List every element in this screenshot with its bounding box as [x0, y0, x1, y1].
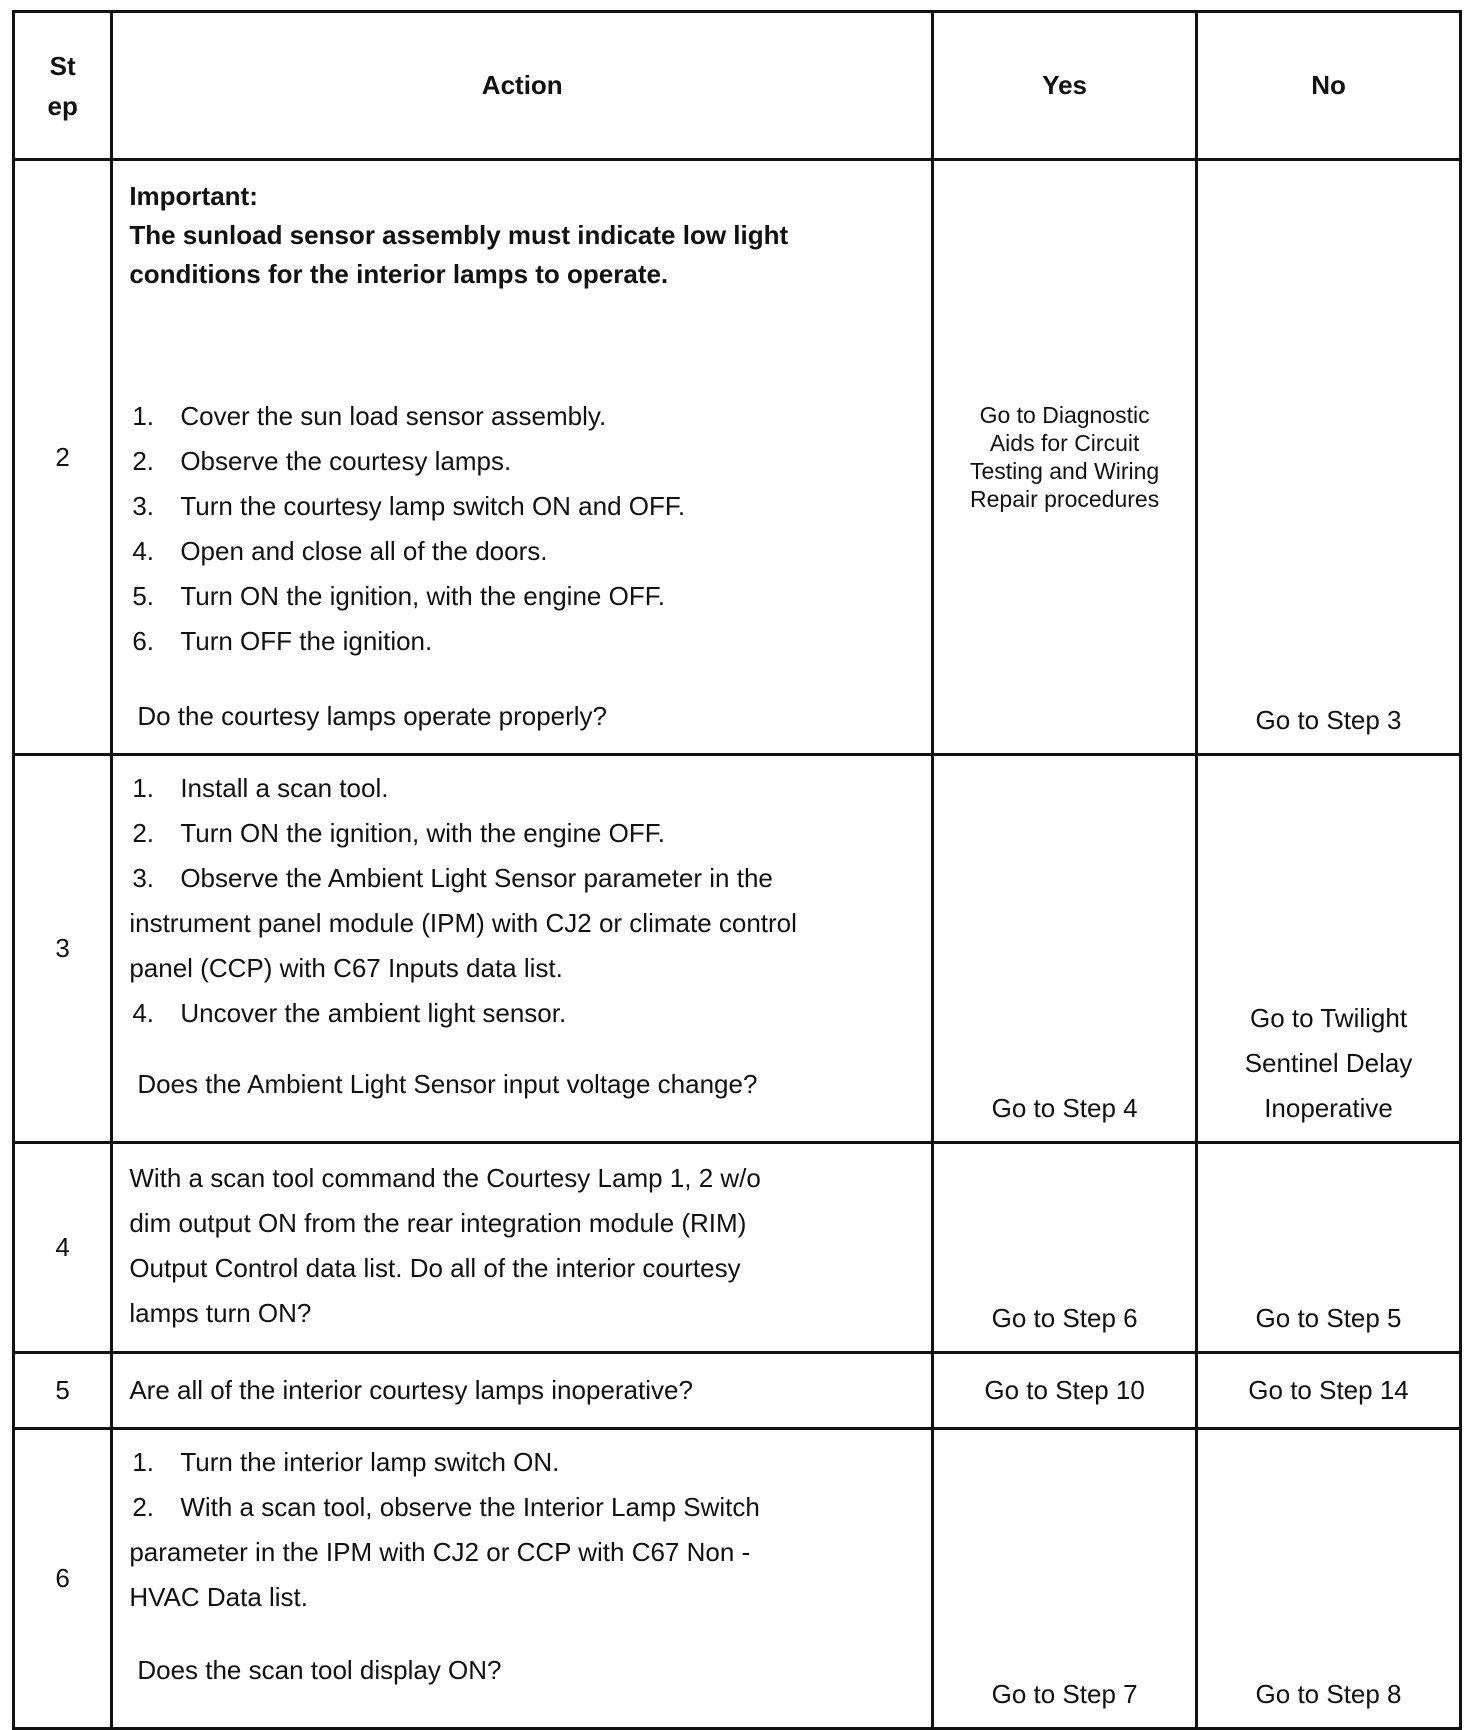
- action-line: With a scan tool command the Courtesy Lamp 1, 2 w/o: [129, 1163, 761, 1193]
- action-text: Are all of the interior courtesy lamps inoperative?: [112, 1353, 933, 1429]
- no-cell: [1197, 755, 1461, 1143]
- list-item: [129, 811, 915, 856]
- important-label: Important:: [129, 181, 258, 211]
- yes-line: Go to Diagnostic: [979, 402, 1150, 428]
- yes-result: Go to Step 6: [991, 1303, 1138, 1333]
- no-cell: [1197, 1353, 1461, 1429]
- header-row: [14, 12, 1461, 160]
- item-text: Turn the interior lamp switch ON.: [180, 1447, 560, 1477]
- table-row-step-4: [14, 1143, 1461, 1353]
- action-line: lamps turn ON?: [129, 1298, 312, 1328]
- question: Does the Ambient Light Sensor input voltage change?: [137, 1069, 758, 1099]
- yes-result: Go to Step 10: [984, 1375, 1145, 1405]
- list-item: [129, 1440, 915, 1485]
- yes-line: Repair procedures: [970, 486, 1160, 512]
- item-number: 1.: [132, 401, 155, 431]
- action-header: Action: [112, 12, 933, 160]
- step-number: 2: [14, 160, 112, 755]
- list-item: [129, 856, 915, 901]
- no-cell: [1197, 160, 1461, 755]
- list-item: [129, 619, 915, 664]
- item-number: 2.: [132, 446, 155, 476]
- table-row-step-6: [14, 1429, 1461, 1729]
- important-line: The sunload sensor assembly must indicate low light: [129, 220, 789, 250]
- item-text: Turn OFF the ignition.: [180, 626, 433, 656]
- item-number: 1.: [132, 773, 155, 803]
- action-cell: [112, 160, 933, 755]
- no-result: Go to Step 5: [1255, 1303, 1402, 1333]
- table-row-step-3: [14, 755, 1461, 1143]
- question: Does the scan tool display ON?: [137, 1655, 502, 1685]
- list-item: [129, 484, 915, 529]
- action-cell: [112, 1143, 933, 1353]
- item-number: 3.: [132, 863, 155, 893]
- item-number: 2.: [132, 818, 155, 848]
- item-text: Uncover the ambient light sensor.: [180, 998, 567, 1028]
- item-text: Observe the courtesy lamps.: [180, 446, 512, 476]
- step-number: 3: [14, 755, 112, 1143]
- step-number: 4: [14, 1143, 112, 1353]
- item-text-continued: parameter in the IPM with CJ2 or CCP with C67 Non -: [129, 1537, 751, 1567]
- diagnostic-table: [12, 10, 1462, 1730]
- step-header: [14, 12, 112, 160]
- item-text-continued: HVAC Data list.: [129, 1582, 309, 1612]
- yes-line: Aids for Circuit: [989, 430, 1140, 456]
- list-item: [129, 574, 915, 619]
- table-row-step-5: [14, 1353, 1461, 1429]
- item-number: 1.: [132, 1447, 155, 1477]
- no-cell: [1197, 1429, 1461, 1729]
- no-result: Go to Step 8: [1255, 1679, 1402, 1709]
- no-line: Inoperative: [1264, 1093, 1393, 1123]
- step-header-line1: St: [49, 50, 76, 81]
- no-result: Go to Step 14: [1248, 1375, 1409, 1405]
- item-text: With a scan tool, observe the Interior Lamp Switch: [180, 1492, 760, 1522]
- important-note: [129, 177, 915, 294]
- question: Do the courtesy lamps operate properly?: [137, 701, 608, 731]
- step-header-line2: ep: [47, 90, 78, 121]
- item-number: 6.: [132, 626, 155, 656]
- item-number: 4.: [132, 536, 155, 566]
- item-text-continued: instrument panel module (IPM) with CJ2 or climate control: [129, 908, 797, 938]
- important-line: conditions for the interior lamps to operate.: [129, 259, 669, 289]
- list-item: [129, 394, 915, 439]
- yes-header: Yes: [933, 12, 1197, 160]
- item-text: Turn ON the ignition, with the engine OFF.: [180, 581, 665, 611]
- item-text-continued: panel (CCP) with C67 Inputs data list.: [129, 953, 563, 983]
- yes-cell: [933, 160, 1197, 755]
- step-number: 5: [14, 1353, 112, 1429]
- list-item: [129, 1485, 915, 1530]
- no-cell: [1197, 1143, 1461, 1353]
- item-number: 4.: [132, 998, 155, 1028]
- action-cell: [112, 755, 933, 1143]
- item-text: Turn the courtesy lamp switch ON and OFF.: [180, 491, 686, 521]
- no-header: No: [1197, 12, 1461, 160]
- table-row-step-2: [14, 160, 1461, 755]
- step-number: 6: [14, 1429, 112, 1729]
- step-list: [129, 394, 915, 664]
- item-text: Open and close all of the doors.: [180, 536, 548, 566]
- item-text: Cover the sun load sensor assembly.: [180, 401, 607, 431]
- item-number: 5.: [132, 581, 155, 611]
- action-line: Output Control data list. Do all of the interior courtesy: [129, 1253, 741, 1283]
- yes-cell: [933, 1143, 1197, 1353]
- yes-cell: [933, 755, 1197, 1143]
- list-item: [129, 766, 915, 811]
- no-line: Sentinel Delay: [1244, 1048, 1413, 1078]
- list-item: [129, 439, 915, 484]
- list-item: [129, 991, 915, 1036]
- no-line: Go to Twilight: [1250, 1003, 1408, 1033]
- item-number: 2.: [132, 1492, 155, 1522]
- no-result: [1198, 996, 1459, 1131]
- list-item: [129, 529, 915, 574]
- yes-diagnostic-note: [934, 161, 1195, 753]
- item-number: 3.: [132, 491, 155, 521]
- item-text: Observe the Ambient Light Sensor parameter in the: [180, 863, 773, 893]
- item-text: Turn ON the ignition, with the engine OFF.: [180, 818, 665, 848]
- yes-result: Go to Step 4: [991, 1093, 1138, 1123]
- yes-line: Testing and Wiring: [970, 458, 1160, 484]
- yes-cell: [933, 1353, 1197, 1429]
- no-result: Go to Step 3: [1255, 705, 1402, 735]
- action-cell: [112, 1429, 933, 1729]
- action-line: dim output ON from the rear integration module (RIM): [129, 1208, 747, 1238]
- yes-result: Go to Step 7: [991, 1679, 1138, 1709]
- item-text: Install a scan tool.: [180, 773, 389, 803]
- yes-cell: [933, 1429, 1197, 1729]
